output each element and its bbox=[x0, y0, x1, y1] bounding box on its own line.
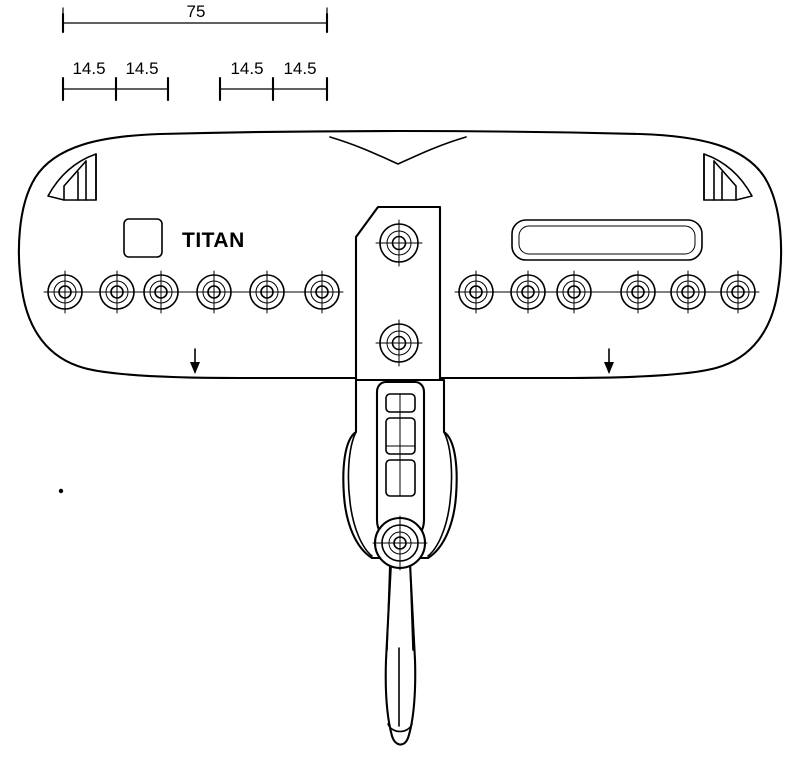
spindle-plate bbox=[356, 207, 440, 380]
right-slot-detail bbox=[512, 220, 702, 260]
brand-logo-text: TITAN bbox=[182, 229, 245, 252]
dimension-segment-label-1: 14.5 bbox=[72, 59, 106, 78]
dimension-segment-label-2: 14.5 bbox=[125, 59, 159, 78]
dimension-overall-label: 75 bbox=[186, 2, 206, 21]
dimension-segments-group bbox=[63, 78, 327, 100]
square-pad-detail bbox=[124, 219, 162, 257]
reference-dot bbox=[59, 489, 63, 493]
dimension-segment-label-3: 14.5 bbox=[230, 59, 264, 78]
dimension-segment-label-4: 14.5 bbox=[283, 59, 317, 78]
